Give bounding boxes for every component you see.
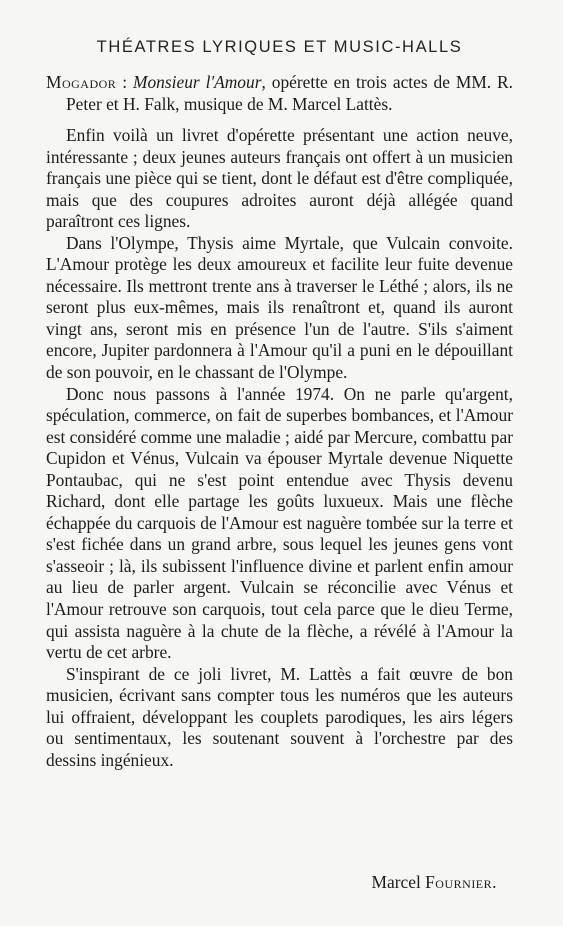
review-body <box>46 125 513 771</box>
paragraph-music: S'inspirant de ce joli livret, M. Lattès a fait œuvre de bon musicien, écrivant sans compter tous les numéros que les auteurs lui offraient, développant les couplets parodiques, les airs légers ou sentimentaux, les soutenant souvent à l'orchestre par des dessins ingénieux. <box>46 663 513 770</box>
performance-entry <box>46 72 513 115</box>
work-description: , opérette en trois actes de MM. R. Peter et H. Falk, musique de M. Marcel Lattès. <box>66 72 514 114</box>
entry-separator: : <box>116 72 133 92</box>
section-heading: THÉATRES LYRIQUES ET MUSIC-HALLS <box>96 38 463 56</box>
entry-line <box>46 72 513 115</box>
paragraph-plot-1974: Donc nous passons à l'année 1974. On ne parle qu'argent, spéculation, commerce, on fait de superbes bombances, et l'Amour est considéré comme une maladie ; aidé par Mercure, combattu par Cupidon et Vénus, Vulcain va épouser Myrtale devenue Niquette Pontaubac, qui ne s'est point entendue avec Thysis devenu Richard, dont elle partage les goûts luxueux. Mais une flèche échappée du carquois de l'Amour est naguère tombée sur la terre et s'est fichée dans un grand arbre, sous lequel les jeunes gens vont s'asseoir ; là, ils subissent l'influence divine et parlent enfin amour au lieu de parler argent. Vulcain se réconcilie avec Vénus et l'Amour retrouve son carquois, tout cela parce que le dieu Terme, qui assista naguère à la chute de la flèche, a révélé à l'Amour la vertu de cet arbre. <box>46 383 513 663</box>
author-signature <box>372 872 497 893</box>
paragraph-intro: Enfin voilà un livret d'opérette présentant une action neuve, intéressante ; deux jeunes auteurs français ont offert à un musicien français une pièce qui se tient, dont le défaut est d'être compliquée, mais que des coupures adroites auront déjà allégée quand paraîtront ces lignes. <box>46 125 513 232</box>
work-title: Monsieur l'Amour <box>133 72 262 92</box>
paragraph-plot-olympus: Dans l'Olympe, Thysis aime Myrtale, que Vulcain convoite. L'Amour protège les deux amoureux et facilite leur fuite devenue nécessaire. Ils mettront trente ans à traverser le Léthé ; alors, ils ne seront plus eux-mêmes, mais ils renaîtront et, quand ils auront vingt ans, seront mis en présence l'un de l'autre. S'ils s'aiment encore, Jupiter pardonnera à l'Amour qu'il a puni en le dépouillant de son pouvoir, en le chassant de l'Olympe. <box>46 232 513 383</box>
author-last-name: Fournier. <box>425 872 497 892</box>
author-first-name: Marcel <box>371 872 421 892</box>
theatre-name: Mogador <box>46 72 117 92</box>
